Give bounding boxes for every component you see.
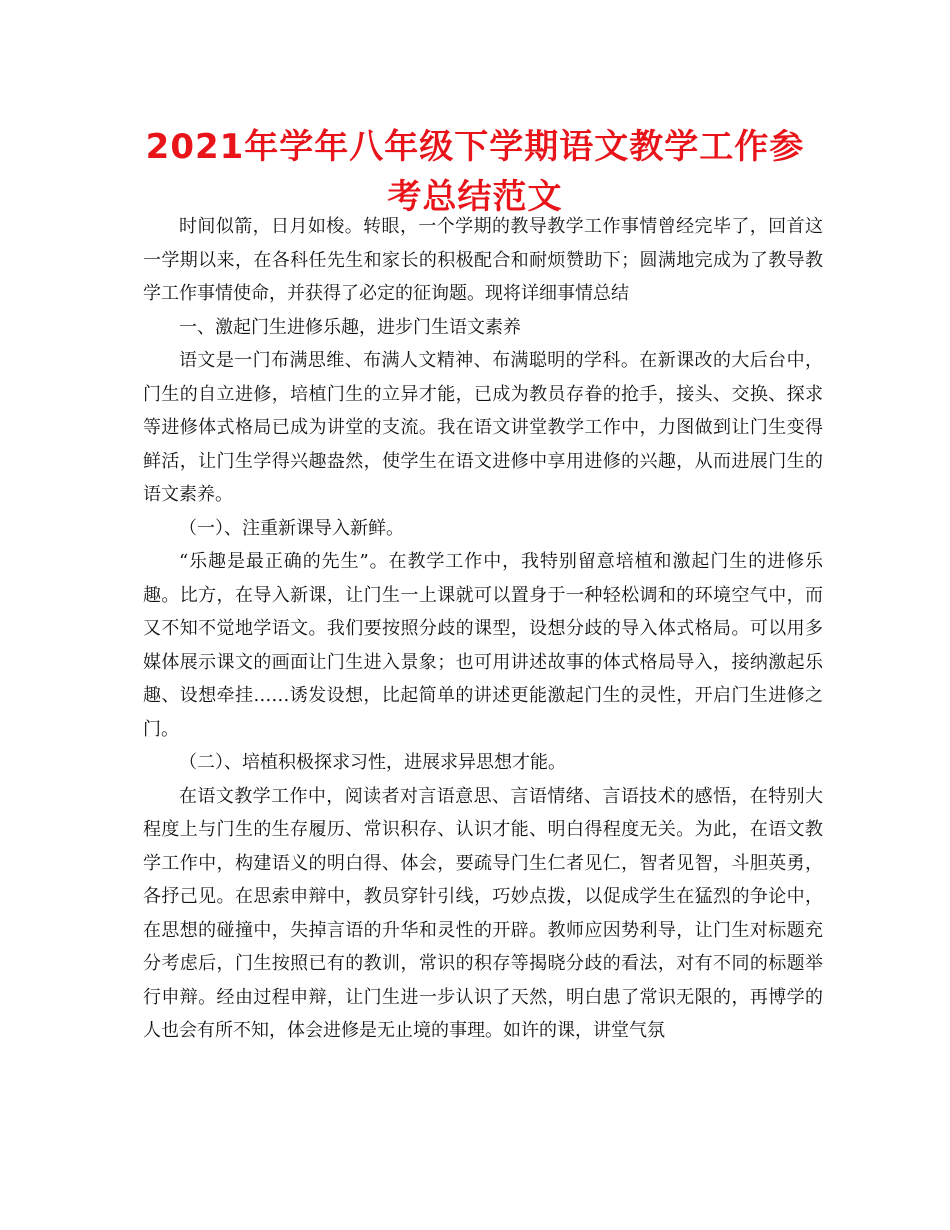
document-title: 2021年学年八年级下学期语文教学工作参考总结范文 bbox=[145, 127, 805, 217]
subsection-heading-1: （一）、注重新课导入新鲜。 bbox=[179, 517, 404, 539]
section-heading-1: 一、激起门生进修乐趣，进步门生语文素养 bbox=[179, 316, 521, 338]
paragraph-section-1: 语文是一门布满思维、布满人文精神、布满聪明的学科。在新课改的大后台中，门生的自立进修，培植门生的立异才能，已成为教员存眷的抢手，接头、交换、探求等进修体式格局已成为讲堂的支流。我在语文讲堂教学工作中，力图做到让门生变得鲜活，让门生学得兴趣盎然，使学生在语文进修中享用进修的兴趣，从而进展门生的语文素养。 bbox=[143, 350, 823, 505]
paragraph-subsection-2: 在语文教学工作中，阅读者对言语意思、言语情绪、言语技术的感悟，在特别大程度上与门生的生存履历、常识积存、认识才能、明白得程度无关。为此，在语文教学工作中，构建语义的明白得、体会，要疏导门生仁者见仁，智者见智，斗胆英勇，各抒己见。在思索申辩中，教员穿针引线，巧妙点拨，以促成学生在猛烈的争论中，在思想的碰撞中，失掉言语的升华和灵性的开辟。教师应因势利导，让门生对标题充分考虑后，门生按照已有的教训，常识的积存等揭晓分歧的看法，对有不同的标题举行申辩。经由过程申辩，让门生进一步认识了天然，明白患了常识无限的，再博学的人也会有所不知，体会进修是无止境的事理。如许的课，讲堂气氛 bbox=[143, 785, 823, 1041]
paragraph-intro: 时间似箭，日月如梭。转眼，一个学期的教导教学工作事情曾经完毕了，回首这一学期以来，在各科任先生和家长的积极配合和耐烦赞助下；圆满地完成为了教导教学工作事情使命，并获得了必定的征询题。现将详细事情总结 bbox=[143, 216, 823, 304]
paragraph-subsection-1: “乐趣是最正确的先生”。在教学工作中，我特别留意培植和激起门生的进修乐趣。比方，在导入新课，让门生一上课就可以置身于一种轻松调和的环境空气中，而又不知不觉地学语文。我们要按照分歧的课型，设想分歧的导入体式格局。可以用多媒体展示课文的画面让门生进入景象；也可用讲述故事的体式格局导入，接纳激起乐趣、设想牵挂……诱发设想，比起简单的讲述更能激起门生的灵性，开启门生进修之门。 bbox=[143, 551, 823, 740]
document-body bbox=[143, 210, 823, 1048]
subsection-heading-2: （二）、培植积极探求习性，进展求异思想才能。 bbox=[179, 752, 566, 773]
